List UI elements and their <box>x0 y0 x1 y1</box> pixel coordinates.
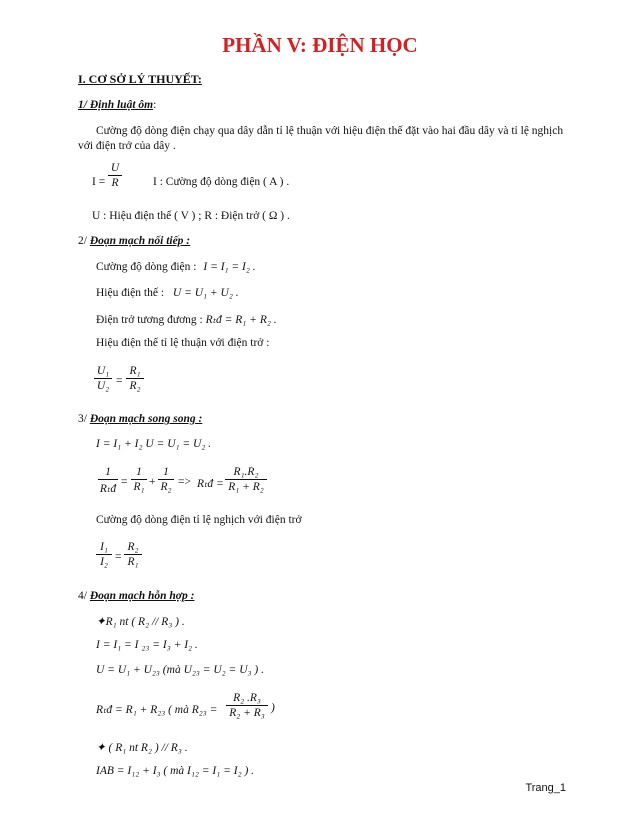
ohm-fraction <box>108 162 122 189</box>
series-current-label: Cường độ dòng điện : <box>96 261 197 273</box>
parallel-frac3-den: R₂ <box>160 481 172 493</box>
mixed-heading-num: 4/ <box>78 590 87 602</box>
series-ratio-left <box>94 365 112 392</box>
section-heading-theory: I. CƠ SỞ LÝ THUYẾT: <box>78 72 202 86</box>
parallel-frac4-num: R₁.R₂ <box>233 466 259 478</box>
series-line-proportional: Hiệu điện thế tỉ lệ thuận với điện trở : <box>96 337 270 349</box>
mixed-case1-frac-den: R₂ + R₃ <box>229 707 265 719</box>
mixed-case1-current: I = I₁ = I ₂₃ = I₃ + I₂ . <box>96 639 198 651</box>
parallel-ratio-left-num: I₁ <box>100 541 108 553</box>
series-line-resistance <box>96 312 277 326</box>
mixed-case2-title: ✦ ( R₁ nt R₂ ) // R₃ . <box>96 742 188 754</box>
parallel-frac-1-r2 <box>158 466 174 493</box>
parallel-frac2-num: 1 <box>136 466 142 478</box>
series-line-current <box>96 261 256 273</box>
parallel-frac1-den: Rₜđ <box>99 483 117 495</box>
fraction-bar <box>108 175 122 176</box>
mixed-case1-title: ✦R₁ nt ( R₂ // R₃ ) . <box>96 616 185 628</box>
mixed-case1-frac-num: R₂ .R₃ <box>233 692 261 704</box>
fraction-bar <box>131 479 147 480</box>
parallel-frac3-num: 1 <box>163 466 169 478</box>
series-ratio-right <box>126 365 144 392</box>
parallel-frac4-den: R₁ + R₂ <box>228 481 264 493</box>
fraction-bar <box>158 479 174 480</box>
ohm-fraction-denominator: R <box>111 177 119 189</box>
series-ratio-left-num: U₁ <box>96 365 110 377</box>
ohm-formula-lhs: I = <box>92 176 106 188</box>
mixed-heading-text: Đoạn mạch hỗn hợp : <box>89 590 195 602</box>
mixed-case1-fraction <box>226 692 268 719</box>
parallel-ratio-right-num: R₂ <box>127 541 139 553</box>
parallel-line-inverse: Cường độ dòng điện tỉ lệ nghịch với điện trở <box>96 514 302 526</box>
parallel-implies: => <box>178 476 191 488</box>
ohm-paragraph-line2: với điện trở của dây . <box>78 140 176 152</box>
parallel-equals: = <box>121 476 128 488</box>
series-current-formula: I = I₁ = I₂ . <box>203 261 256 273</box>
parallel-frac-1-r1 <box>131 466 147 493</box>
parallel-ratio-left-den: I₂ <box>100 556 108 568</box>
parallel-plus: + <box>149 476 156 488</box>
fraction-bar <box>96 554 112 555</box>
ohm-heading <box>78 99 156 111</box>
parallel-heading-text: Đoạn mạch song song : <box>89 413 203 425</box>
parallel-frac2-den: R₁ <box>133 481 145 493</box>
series-voltage-label: Hiệu điện thế : <box>96 287 165 299</box>
parallel-ratio-right <box>124 541 142 568</box>
fraction-bar <box>226 705 268 706</box>
parallel-line-current-voltage: I = I₁ + I₂ U = U₁ = U₂ . <box>96 438 212 450</box>
parallel-rtd-label: Rₜđ = <box>197 478 224 490</box>
fraction-bar <box>94 378 112 379</box>
series-line-voltage <box>96 287 239 299</box>
ohm-heading-text: 1/ Định luật ôm <box>78 99 154 111</box>
series-ratio-left-den: U₂ <box>96 380 110 392</box>
parallel-frac1-num: 1 <box>105 466 111 478</box>
fraction-bar <box>98 479 118 480</box>
mixed-case1-voltage: U = U₁ + U₂₃ (mà U₂₃ = U₂ = U₃ ) . <box>96 664 264 676</box>
voltage-resistance-description: U : Hiệu điện thế ( V ) ; R : Điện trở ( Ω ) . <box>92 210 290 222</box>
series-ratio-right-den: R₂ <box>129 380 141 392</box>
fraction-bar <box>225 479 267 480</box>
series-resistance-label: Điện trở tương đương : <box>96 314 203 326</box>
parallel-frac-1-rtd <box>98 466 118 495</box>
mixed-case2-current: IAB = I₁₂ + I₃ ( mà I₁₂ = I₁ = I₂ ) . <box>96 765 255 777</box>
mixed-heading <box>78 590 194 602</box>
mixed-case1-resistance: Rₜđ = R₁ + R₂₃ ( mà R₂₃ = <box>96 704 218 716</box>
parallel-ratio-equals: = <box>115 551 122 563</box>
page-title: PHẦN V: ĐIỆN HỌC <box>222 33 418 57</box>
parallel-ratio-right-den: R₁ <box>127 556 139 568</box>
series-ratio-right-num: R₁ <box>129 365 141 377</box>
series-resistance-formula: Rₜđ = R₁ + R₂ . <box>205 314 277 326</box>
series-heading <box>78 235 190 247</box>
series-voltage-formula: U = U₁ + U₂ . <box>172 287 239 299</box>
ohm-heading-colon: : <box>153 99 157 111</box>
fraction-bar <box>126 378 144 379</box>
series-heading-num: 2/ <box>78 235 87 247</box>
page-number: Trang_1 <box>525 782 566 794</box>
ohm-paragraph-line1: Cường độ dòng điện chạy qua dây dẫn tỉ lệ thuận với hiệu điện thế đặt vào hai đầu dây và tỉ lệ nghịch <box>96 125 564 137</box>
ohm-fraction-numerator: U <box>110 162 120 174</box>
fraction-bar <box>124 554 142 555</box>
series-heading-text: Đoạn mạch nối tiếp : <box>89 235 191 247</box>
parallel-ratio-left <box>96 541 112 568</box>
current-description: I : Cường độ dòng điện ( A ) . <box>153 176 290 188</box>
parallel-heading <box>78 413 202 425</box>
mixed-case1-close-paren: ) <box>271 702 275 714</box>
parallel-heading-num: 3/ <box>78 413 87 425</box>
series-ratio-equals: = <box>116 375 123 387</box>
parallel-rtd-fraction <box>225 466 267 493</box>
